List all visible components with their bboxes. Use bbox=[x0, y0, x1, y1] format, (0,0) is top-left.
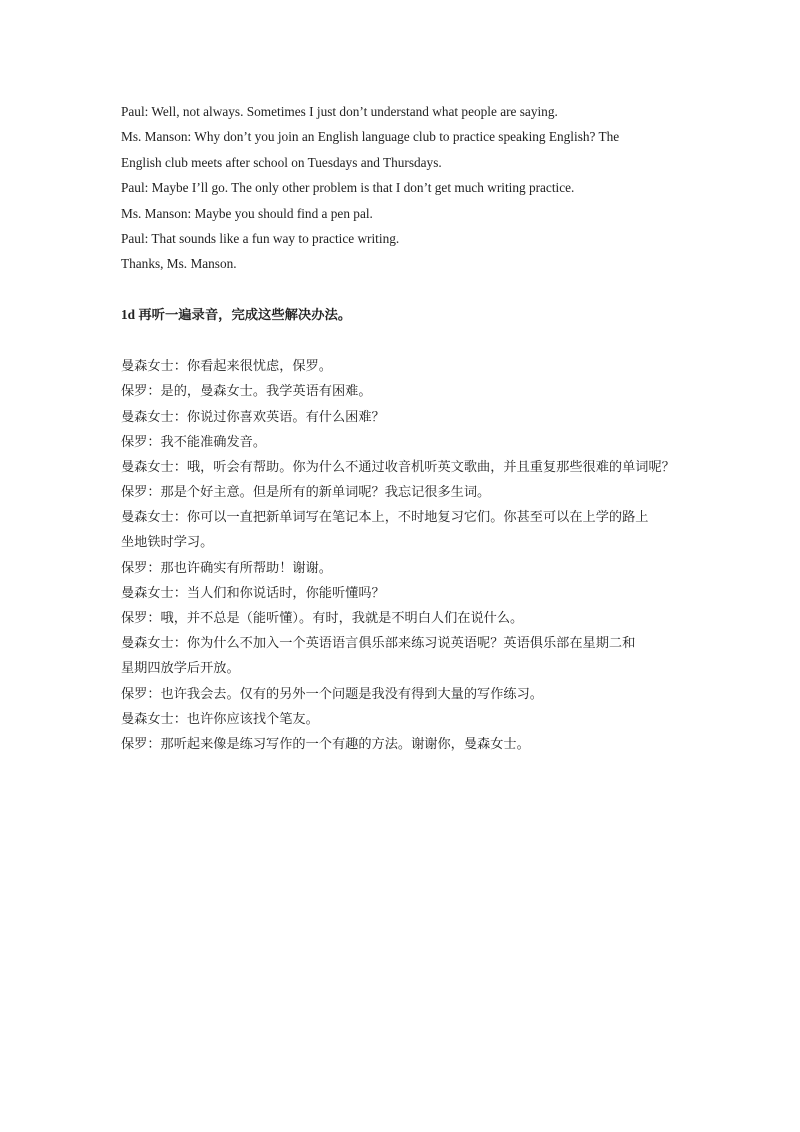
dialogue-line: Paul: Maybe I’ll go. The only other problem is that I don’t get much writing practice. bbox=[121, 180, 575, 196]
dialogue-line: Ms. Manson: Maybe you should find a pen pal. bbox=[121, 205, 373, 221]
translation-line: 保罗：哦，并不总是（能听懂）。有时，我就是不明白人们在说什么。 bbox=[121, 611, 524, 626]
translation-line: 保罗：那也许确实有所帮助！谢谢。 bbox=[121, 560, 332, 576]
translation-line: 保罗：那听起来像是练习写作的一个有趣的方法。谢谢你，曼森女士。 bbox=[121, 736, 530, 752]
section-heading: 1d 再听一遍录音，完成这些解决办法。 bbox=[121, 306, 352, 322]
translation-line: 星期四放学后开放。 bbox=[121, 661, 240, 677]
dialogue-line: Paul: That sounds like a fun way to practice writing. bbox=[121, 230, 400, 246]
translation-line: 坐地铁时学习。 bbox=[121, 535, 214, 551]
translation-line: 曼森女士：你看起来很忧虑，保罗。 bbox=[121, 359, 332, 375]
english-dialogue bbox=[121, 99, 711, 277]
dialogue-line: English club meets after school on Tuesdays and Thursdays. bbox=[121, 154, 442, 170]
dialogue-line: Thanks, Ms. Manson. bbox=[121, 256, 237, 272]
translation-line: 保罗：我不能准确发音。 bbox=[121, 434, 267, 450]
translation-line: 保罗：也许我会去。仅有的另外一个问题是我没有得到大量的写作练习。 bbox=[121, 686, 543, 702]
dialogue-line: Paul: Well, not always. Sometimes I just don’t understand what people are saying. bbox=[121, 104, 558, 119]
translation-line: 曼森女士：你说过你喜欢英语。有什么困难？ bbox=[121, 409, 385, 425]
translation-line: 曼森女士：哦，听会有帮助。你为什么不通过收音机听英文歌曲，并且重复那些很难的单词呢？ bbox=[121, 459, 675, 475]
dialogue-line: Ms. Manson: Why don’t you join an English language club to practice speaking English? The bbox=[121, 129, 620, 145]
translation-line: 曼森女士：当人们和你说话时，你能听懂吗？ bbox=[121, 585, 385, 601]
translation-line: 保罗：是的，曼森女士。我学英语有困难。 bbox=[121, 384, 372, 400]
translation-line: 曼森女士：也许你应该找个笔友。 bbox=[121, 711, 319, 727]
translation-line: 保罗：那是个好主意。但是所有的新单词呢？我忘记很多生词。 bbox=[121, 485, 491, 501]
document-page bbox=[121, 99, 711, 757]
translation-line: 曼森女士：你为什么不加入一个英语语言俱乐部来练习说英语呢？英语俱乐部在星期二和 bbox=[121, 636, 636, 652]
chinese-translation bbox=[121, 354, 711, 757]
translation-line: 曼森女士：你可以一直把新单词写在笔记本上，不时地复习它们。你甚至可以在上学的路上 bbox=[121, 510, 649, 526]
